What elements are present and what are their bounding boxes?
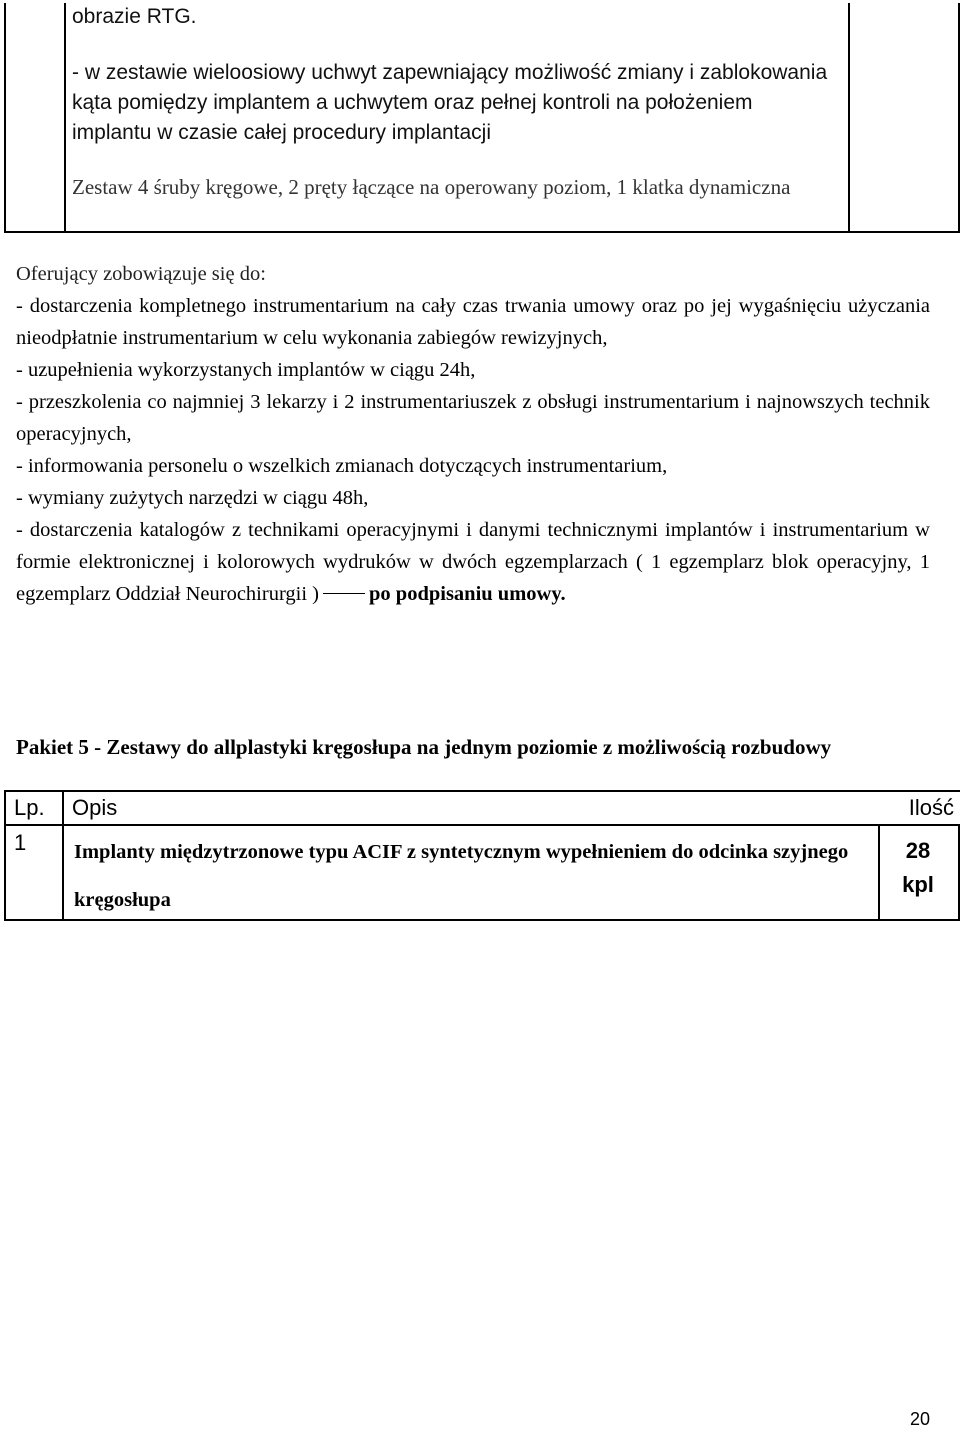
obligation-item: - przeszkolenia co najmniej 3 lekarzy i 2 instrumentariuszek z obsługi instrumentarium i najnowszych technik operacyjnych, bbox=[16, 391, 930, 445]
quantity-value: 28 bbox=[905, 838, 931, 863]
package-table bbox=[4, 790, 960, 921]
table-cell-lp: 1 bbox=[14, 830, 27, 855]
table-header-divider bbox=[6, 824, 960, 826]
obligation-item: - wymiany zużytych narzędzi w ciągu 48h, bbox=[16, 487, 369, 509]
column-header-ilosc: Ilość bbox=[908, 795, 954, 820]
bidder-obligations bbox=[16, 258, 930, 610]
obligation-item: - dostarczenia katalogów z technikami operacyjnymi i danymi technicznymi implantów i instrumentarium w formie elektronicznej i kolorowych wydruków w dwóch egzemplarzach ( 1 egzemplarz blok operacyjny, 1 egzemplarz Oddział Neurochirurgii ) bbox=[16, 519, 930, 605]
spec-set-contents: Zestaw 4 śruby kręgowe, 2 pręty łączące na operowany poziom, 1 klatka dynamiczna bbox=[72, 175, 791, 199]
package-heading: Pakiet 5 - Zestawy do allplastyki kręgosłupa na jednym poziomie z możliwością rozbudowy bbox=[16, 735, 832, 759]
quantity-unit: kpl bbox=[902, 872, 934, 897]
obligation-bold-tail: po podpisaniu umowy. bbox=[369, 583, 566, 605]
table-column-divider bbox=[64, 3, 66, 231]
table-column-divider bbox=[62, 792, 64, 919]
table-cell-ilosc bbox=[878, 834, 958, 902]
table-cell-opis: Implanty międzytrzonowe typu ACIF z syntetycznym wypełnieniem do odcinka szyjnego kręgosłupa bbox=[74, 841, 849, 911]
column-header-lp: Lp. bbox=[14, 795, 45, 820]
column-header-opis: Opis bbox=[72, 795, 118, 820]
spec-holder-description: - w zestawie wieloosiowy uchwyt zapewniający możliwość zmiany i zablokowania kąta pomiędzy implantem a uchwytem oraz pełnej kontroli na położeniem implantu w czasie całej procedury implantacji bbox=[72, 61, 828, 144]
dash-separator bbox=[323, 593, 365, 594]
spec-line-rtg: obrazie RTG. bbox=[72, 5, 197, 28]
table-column-divider bbox=[848, 3, 850, 231]
obligation-item-catalogs bbox=[16, 514, 930, 610]
obligation-item: - dostarczenia kompletnego instrumentarium na cały czas trwania umowy oraz po jej wygaśnięciu użyczania nieodpłatnie instrumentarium w celu wykonania zabiegów rewizyjnych, bbox=[16, 295, 930, 349]
obligation-item: - uzupełnienia wykorzystanych implantów w ciągu 24h, bbox=[16, 359, 476, 381]
page-number: 20 bbox=[909, 1409, 930, 1429]
obligation-item: - informowania personelu o wszelkich zmianach dotyczących instrumentarium, bbox=[16, 455, 668, 477]
obligations-intro: Oferujący zobowiązuje się do: bbox=[16, 263, 266, 285]
